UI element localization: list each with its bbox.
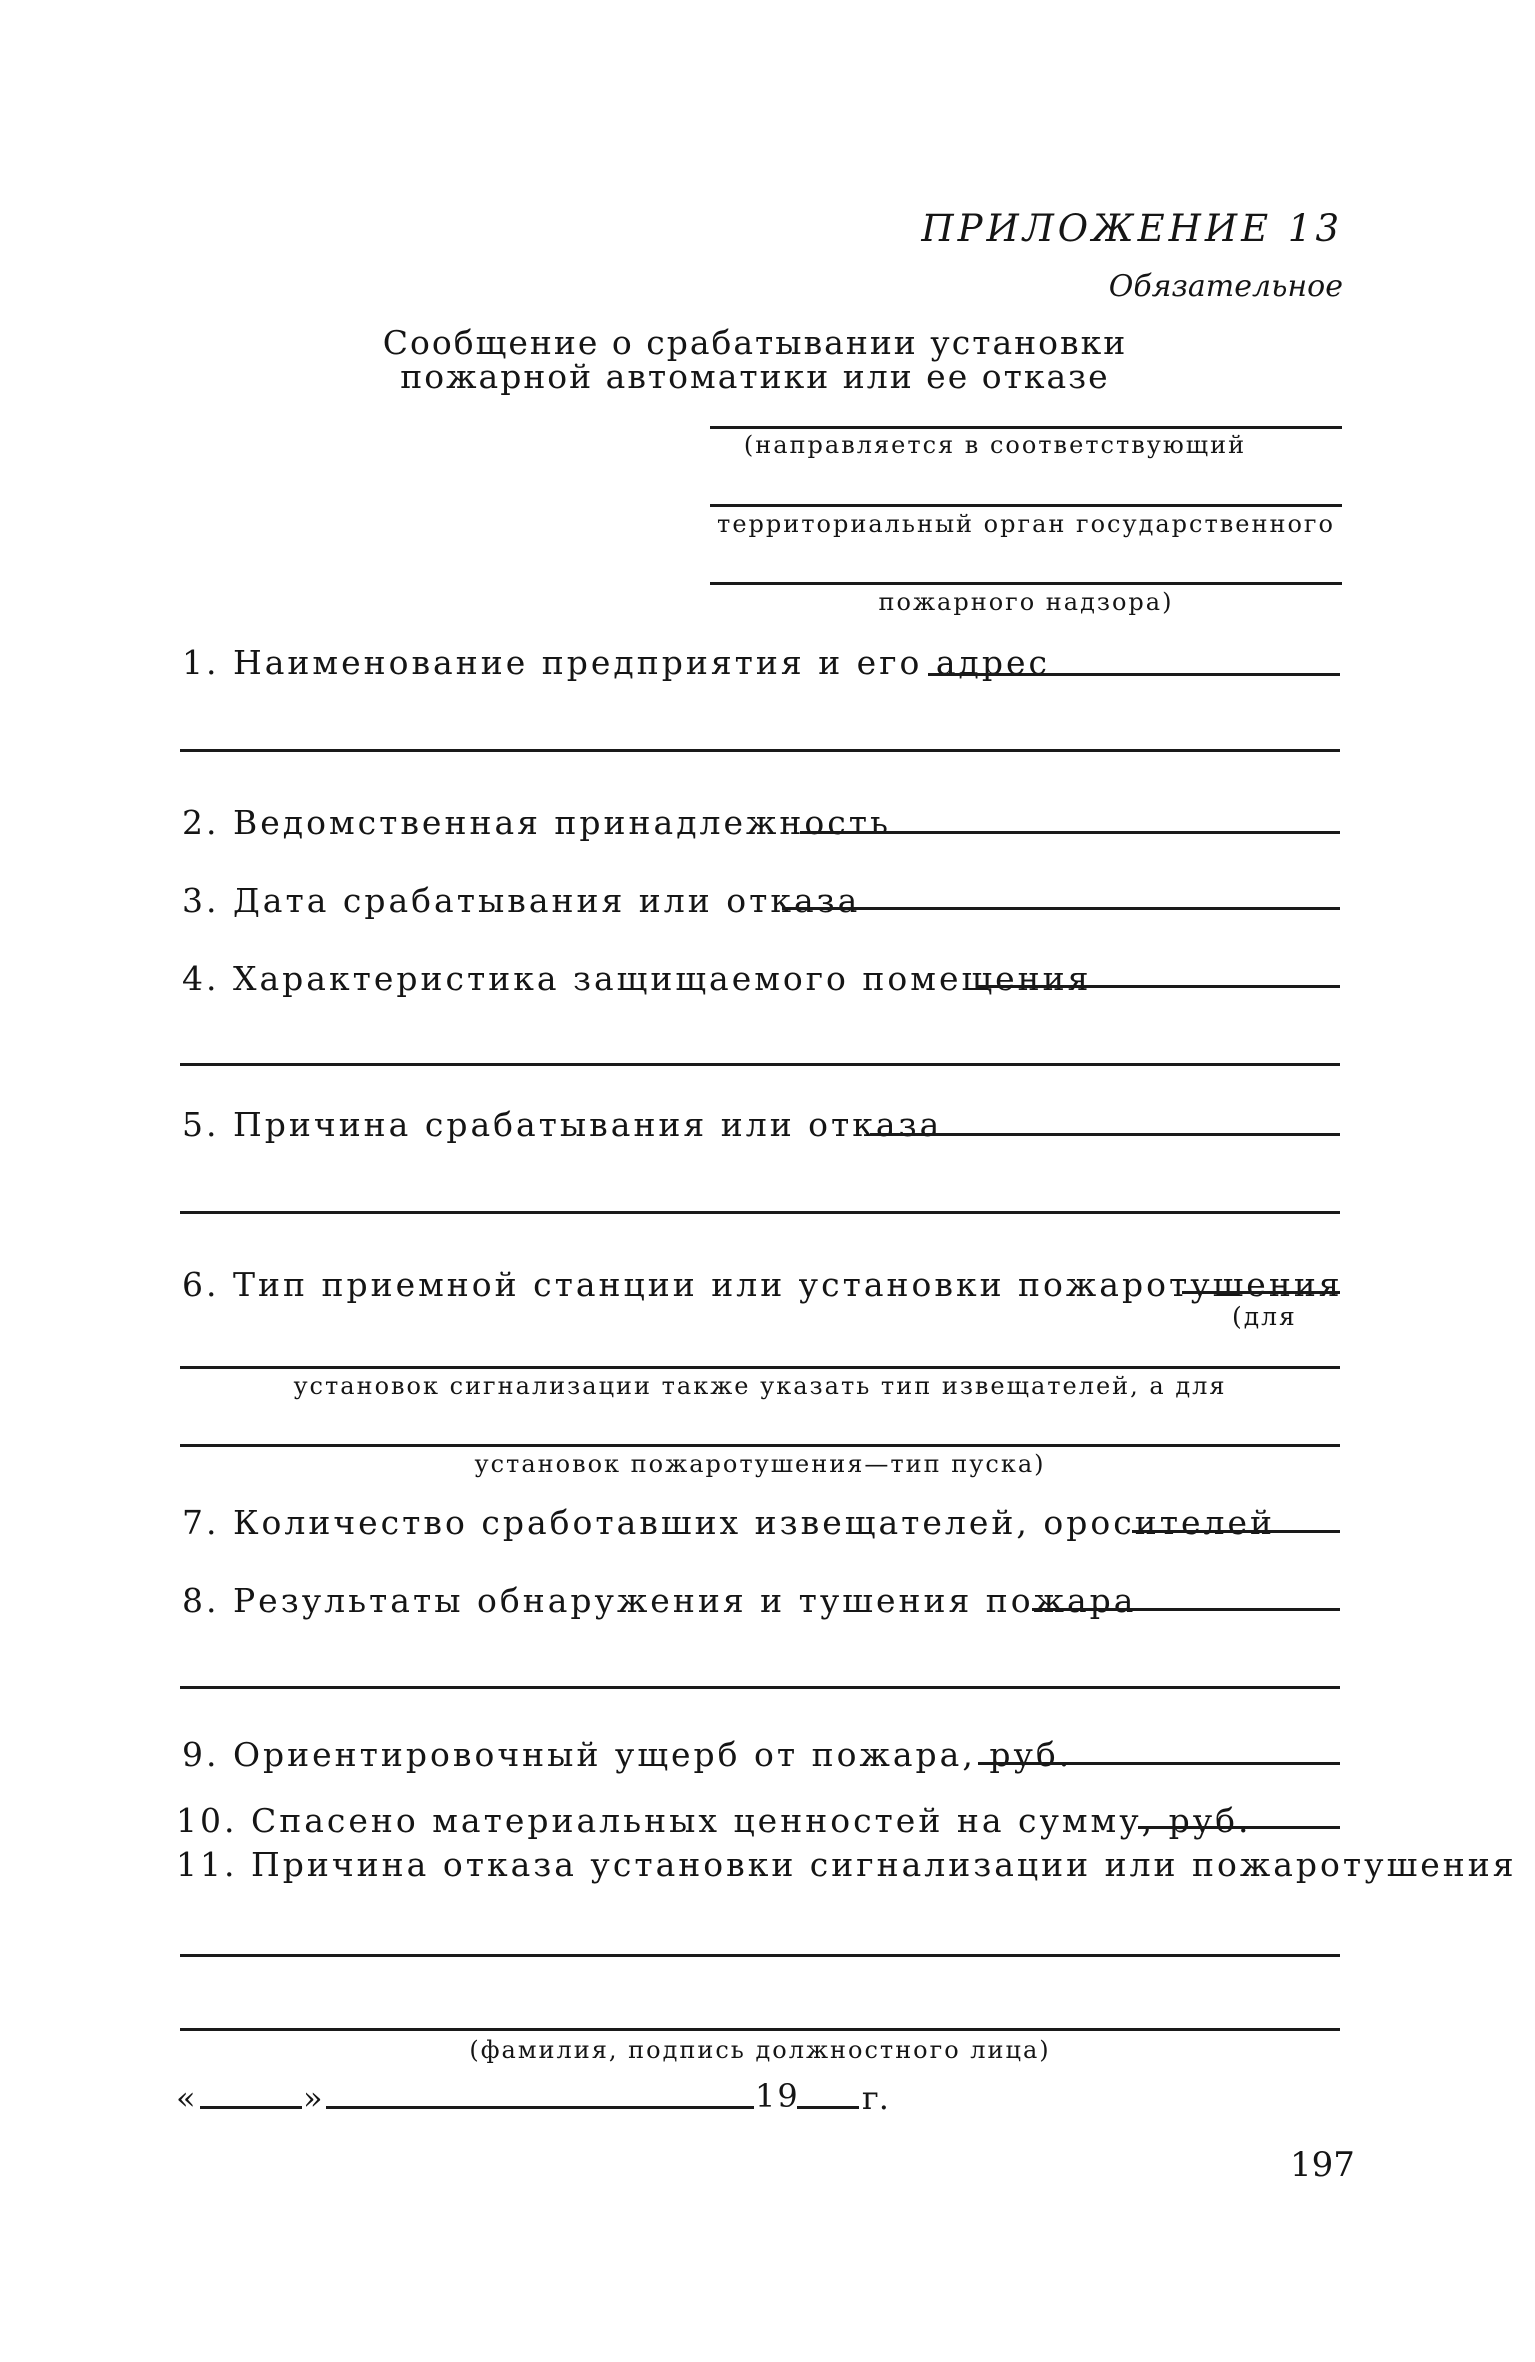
recipient-line-2[interactable] [710,504,1342,507]
recipient-note-2: территориальный орган государственного [717,510,1335,538]
item-9-field[interactable] [978,1762,1340,1765]
signature-caption: (фамилия, подпись должностного лица) [469,2036,1051,2064]
recipient-line-1[interactable] [710,426,1342,429]
item-6-note-3: установок пожаротушения—тип пуска) [474,1450,1046,1478]
item-2-field[interactable] [800,831,1340,834]
date-open-quote: « [176,2079,196,2117]
item-4-label: 4. Характеристика защищаемого помещения [182,959,1092,998]
item-5-label: 5. Причина срабатывания или отказа [182,1105,943,1144]
item-1-label: 1. Наименование предприятия и его адрес [182,643,1050,682]
appendix-status: Обязательное [1108,269,1343,304]
item-8-label: 8. Результаты обнаружения и тушения пожара [182,1581,1137,1620]
item-7-label: 7. Количество сработавших извещателей, оросителей [182,1503,1275,1542]
item-9-label: 9. Ориентировочный ущерб от пожара, руб. [182,1735,1073,1774]
item-3-field[interactable] [782,907,1340,910]
date-year-suffix: г. [862,2079,889,2117]
item-5-field[interactable] [870,1133,1340,1136]
recipient-line-3[interactable] [710,582,1342,585]
item-11-label: 11. Причина отказа установки сигнализации или пожаротушения [176,1845,1517,1884]
page-number: 197 [1290,2145,1355,2185]
item-6-field-cont[interactable] [180,1366,1340,1369]
date-year-prefix: 19 [755,2077,800,2115]
signature-field[interactable] [180,2028,1340,2031]
item-5-field-cont[interactable] [180,1211,1340,1214]
appendix-number: ПРИЛОЖЕНИЕ 13 [921,207,1343,250]
item-8-field-cont[interactable] [180,1686,1340,1689]
item-2-label: 2. Ведомственная принадлежность [182,803,891,842]
date-month-field[interactable] [326,2106,754,2109]
item-4-field-cont[interactable] [180,1063,1340,1066]
date-close-quote: » [303,2079,323,2117]
item-1-field[interactable] [928,673,1340,676]
item-10-field[interactable] [1138,1826,1340,1829]
item-11-field[interactable] [180,1954,1340,1957]
item-1-field-cont[interactable] [180,749,1340,752]
item-6-field[interactable] [1182,1291,1340,1294]
document-title-line-2: пожарной автоматики или ее отказе [400,357,1110,396]
recipient-note-1: (направляется в соответствующий [743,431,1247,459]
date-day-field[interactable] [200,2106,302,2109]
item-3-label: 3. Дата срабатывания или отказа [182,881,861,920]
recipient-note-3: пожарного надзора) [878,588,1174,616]
date-year-field[interactable] [797,2106,859,2109]
item-4-field[interactable] [976,985,1340,988]
item-6-note-2: установок сигнализации также указать тип извещателей, а для [293,1372,1227,1400]
item-6-field-cont-2[interactable] [180,1444,1340,1447]
item-6-note-1: (для [1232,1302,1297,1331]
item-10-label: 10. Спасено материальных ценностей на сумму, руб. [176,1801,1252,1840]
document-title-line-1: Сообщение о срабатывании установки [382,323,1128,362]
item-7-field[interactable] [1132,1530,1340,1533]
item-8-field[interactable] [1032,1608,1340,1611]
item-6-label: 6. Тип приемной станции или установки пожаротушения [182,1265,1343,1304]
